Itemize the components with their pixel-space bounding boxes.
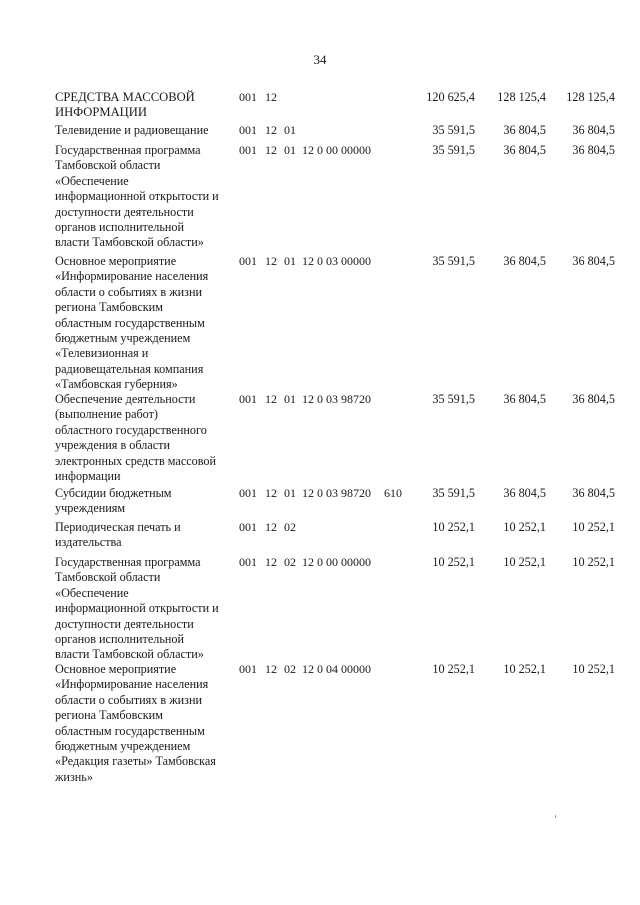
row-csr: 12 0 03 00000 [302, 254, 371, 268]
row-value-1: 35 591,5 [432, 392, 475, 406]
row-name: Основное мероприятие «Информирование населения области о событиях в жизни региона Тамбовским областным государственным бюджетным учреждением «Телевизионная и радиовещательная компания «Тамбовская губерния» [55, 254, 209, 392]
row-pr: 01 [284, 486, 296, 500]
row-rz: 12 [265, 143, 277, 157]
row-csr: 12 0 04 00000 [302, 662, 371, 676]
row-value-1: 10 252,1 [432, 555, 475, 569]
row-name: Периодическая печать и издательства [55, 520, 181, 550]
row-rz: 12 [265, 254, 277, 268]
row-value-3: 36 804,5 [572, 123, 615, 137]
row-value-3: 36 804,5 [572, 143, 615, 157]
row-name: Обеспечение деятельности (выполнение работ) областного государственного учреждения в области электронных средств массовой информации [55, 392, 217, 484]
row-pr: 02 [284, 555, 296, 569]
row-ved: 001 [239, 555, 257, 569]
row-name: СРЕДСТВА МАССОВОЙ ИНФОРМАЦИИ [55, 90, 195, 120]
row-vr: 610 [384, 486, 402, 500]
row-value-2: 36 804,5 [503, 123, 546, 137]
row-ved: 001 [239, 486, 257, 500]
row-rz: 12 [265, 123, 277, 137]
row-value-2: 128 125,4 [497, 90, 546, 104]
row-value-3: 36 804,5 [572, 254, 615, 268]
row-csr: 12 0 00 00000 [302, 555, 371, 569]
row-ved: 001 [239, 520, 257, 534]
row-value-3: 10 252,1 [572, 662, 615, 676]
row-value-3: 10 252,1 [572, 520, 615, 534]
row-pr: 01 [284, 392, 296, 406]
row-value-2: 10 252,1 [503, 555, 546, 569]
scan-artifact [555, 815, 556, 818]
row-value-1: 35 591,5 [432, 123, 475, 137]
row-pr: 01 [284, 254, 296, 268]
row-csr: 12 0 03 98720 [302, 392, 371, 406]
row-name: Субсидии бюджетным учреждениям [55, 486, 172, 516]
row-rz: 12 [265, 90, 277, 104]
row-value-3: 36 804,5 [572, 486, 615, 500]
row-value-1: 35 591,5 [432, 486, 475, 500]
row-rz: 12 [265, 555, 277, 569]
row-value-2: 36 804,5 [503, 254, 546, 268]
row-name: Телевидение и радиовещание [55, 123, 209, 137]
row-value-3: 10 252,1 [572, 555, 615, 569]
row-name: Основное мероприятие «Информирование населения области о событиях в жизни региона Тамбовским областным государственным бюджетным учреждением «Редакция газеты» Тамбовская жизнь» [55, 662, 216, 784]
row-value-3: 128 125,4 [566, 90, 615, 104]
row-pr: 01 [284, 143, 296, 157]
row-value-2: 10 252,1 [503, 662, 546, 676]
row-rz: 12 [265, 392, 277, 406]
row-name: Государственная программа Тамбовской области «Обеспечение информационной открытости и доступности деятельности органов исполнительной власти Тамбовской области» [55, 555, 219, 662]
row-value-1: 35 591,5 [432, 254, 475, 268]
row-ved: 001 [239, 123, 257, 137]
row-ved: 001 [239, 143, 257, 157]
row-value-2: 10 252,1 [503, 520, 546, 534]
row-csr: 12 0 00 00000 [302, 143, 371, 157]
row-pr: 02 [284, 520, 296, 534]
page-number: 34 [313, 52, 327, 67]
row-pr: 01 [284, 123, 296, 137]
row-value-2: 36 804,5 [503, 143, 546, 157]
row-value-3: 36 804,5 [572, 392, 615, 406]
row-ved: 001 [239, 662, 257, 676]
row-rz: 12 [265, 520, 277, 534]
row-csr: 12 0 03 98720 [302, 486, 371, 500]
row-name: Государственная программа Тамбовской области «Обеспечение информационной открытости и доступности деятельности органов исполнительной власти Тамбовской области» [55, 143, 219, 250]
row-rz: 12 [265, 486, 277, 500]
row-value-1: 10 252,1 [432, 662, 475, 676]
row-ved: 001 [239, 90, 257, 104]
row-value-2: 36 804,5 [503, 392, 546, 406]
row-value-1: 35 591,5 [432, 143, 475, 157]
row-value-1: 10 252,1 [432, 520, 475, 534]
row-ved: 001 [239, 254, 257, 268]
row-pr: 02 [284, 662, 296, 676]
row-value-2: 36 804,5 [503, 486, 546, 500]
row-rz: 12 [265, 662, 277, 676]
row-ved: 001 [239, 392, 257, 406]
row-value-1: 120 625,4 [426, 90, 475, 104]
